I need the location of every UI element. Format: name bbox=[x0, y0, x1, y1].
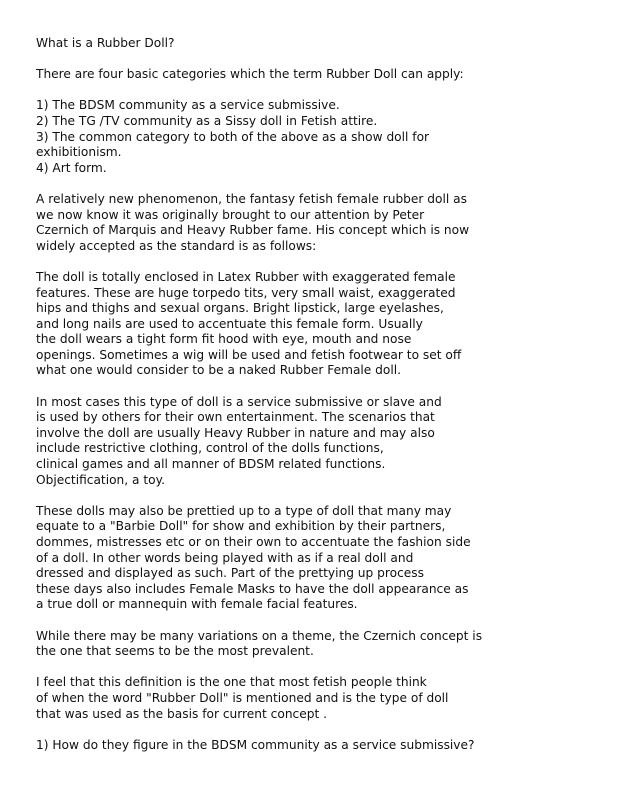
paragraph-line: dressed and displayed as such. Part of the prettying up process bbox=[36, 566, 424, 581]
paragraph-line: include restrictive clothing, control of the dolls functions, bbox=[36, 441, 384, 456]
category-item-4: 4) Art form. bbox=[36, 160, 107, 175]
paragraph-show bbox=[36, 504, 596, 613]
category-list bbox=[36, 98, 596, 176]
spacer bbox=[36, 379, 596, 395]
paragraph-line: A relatively new phenomenon, the fantasy fetish female rubber doll as bbox=[36, 191, 467, 206]
paragraph-line: involve the doll are usually Heavy Rubber in nature and may also bbox=[36, 425, 435, 440]
paragraph-line: of when the word "Rubber Doll" is mentioned and is the type of doll bbox=[36, 690, 449, 705]
paragraph-line: While there may be many variations on a theme, the Czernich concept is bbox=[36, 628, 483, 643]
paragraph-line: these days also includes Female Masks to have the doll appearance as bbox=[36, 581, 469, 596]
paragraph-line: the doll wears a tight form fit hood with eye, mouth and nose bbox=[36, 332, 412, 347]
category-item-3-continued: exhibitionism. bbox=[36, 145, 122, 160]
paragraph-line: a true doll or mannequin with female facial features. bbox=[36, 597, 358, 612]
spacer bbox=[36, 613, 596, 629]
paragraph-line: of a doll. In other words being played with as if a real doll and bbox=[36, 550, 414, 565]
spacer bbox=[36, 83, 596, 99]
paragraph-line: dommes, mistresses etc or on their own to accentuate the fashion side bbox=[36, 535, 471, 549]
spacer bbox=[36, 488, 596, 504]
paragraph-line: In most cases this type of doll is a service submissive or slave and bbox=[36, 394, 442, 409]
paragraph-line: that was used as the basis for current concept . bbox=[36, 706, 328, 721]
spacer bbox=[36, 254, 596, 270]
paragraph-line: hips and thighs and sexual organs. Bright lipstick, large eyelashes, bbox=[36, 301, 444, 316]
document-title: What is a Rubber Doll? bbox=[36, 36, 175, 50]
paragraph-service bbox=[36, 395, 596, 489]
paragraph-variations bbox=[36, 629, 596, 660]
paragraph-line: openings. Sometimes a wig will be used and fetish footwear to set off bbox=[36, 347, 462, 362]
paragraph-line: clinical games and all manner of BDSM related functions. bbox=[36, 457, 386, 472]
paragraph-line: the one that seems to be the most prevalent. bbox=[36, 644, 314, 659]
paragraph-line: what one would consider to be a naked Rubber Female doll. bbox=[36, 363, 402, 378]
paragraph-line: features. These are huge torpedo tits, very small waist, exaggerated bbox=[36, 285, 456, 300]
paragraph-line: These dolls may also be prettied up to a type of doll that many may bbox=[36, 503, 452, 518]
paragraph-origin bbox=[36, 192, 596, 254]
paragraph-line: Objectification, a toy. bbox=[36, 472, 165, 487]
spacer bbox=[36, 52, 596, 68]
category-item-2: 2) The TG /TV community as a Sissy doll in Fetish attire. bbox=[36, 113, 378, 128]
paragraph-line: is used by others for their own entertainment. The scenarios that bbox=[36, 410, 435, 425]
paragraph-line: I feel that this definition is the one that most fetish people think bbox=[36, 675, 427, 690]
paragraph-line: The doll is totally enclosed in Latex Rubber with exaggerated female bbox=[36, 269, 456, 284]
paragraph-line: we now know it was originally brought to our attention by Peter bbox=[36, 207, 425, 222]
paragraph-definition bbox=[36, 675, 596, 722]
spacer bbox=[36, 722, 596, 738]
paragraph-line: and long nails are used to accentuate this female form. Usually bbox=[36, 316, 423, 331]
document-page bbox=[36, 36, 596, 753]
paragraph-line: equate to a "Barbie Doll" for show and exhibition by their partners, bbox=[36, 519, 446, 534]
paragraph-line: Czernich of Marquis and Heavy Rubber fame. His concept which is now bbox=[36, 223, 470, 238]
paragraph-line: widely accepted as the standard is as follows: bbox=[36, 238, 317, 253]
category-item-3: 3) The common category to both of the above as a show doll for bbox=[36, 129, 430, 144]
intro-text: There are four basic categories which the term Rubber Doll can apply: bbox=[36, 67, 464, 82]
category-item-1: 1) The BDSM community as a service submissive. bbox=[36, 98, 340, 113]
spacer bbox=[36, 660, 596, 676]
question-heading: 1) How do they figure in the BDSM community as a service submissive? bbox=[36, 737, 475, 752]
spacer bbox=[36, 176, 596, 192]
paragraph-description bbox=[36, 270, 596, 379]
